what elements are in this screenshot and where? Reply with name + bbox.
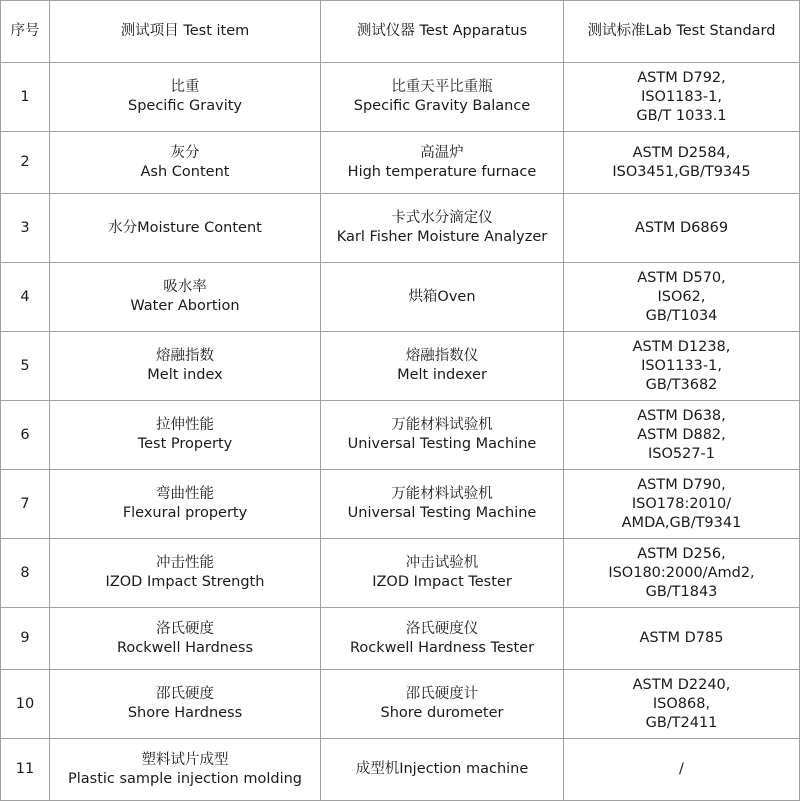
- table-row: [1, 332, 800, 401]
- row-number: 9: [1, 608, 50, 670]
- item-line: 冲击性能: [156, 555, 214, 571]
- cell-item: [50, 401, 321, 470]
- item-line: Shore Hardness: [127, 705, 243, 721]
- standard-line: GB/T2411: [645, 714, 718, 731]
- item-line: 灰分: [170, 144, 200, 161]
- standard-line: ASTM D570,: [637, 269, 726, 286]
- apparatus-line: Rockwell Hardness Tester: [349, 639, 535, 656]
- cell-apparatus: [321, 539, 564, 608]
- apparatus-line: 万能材料试验机: [391, 417, 493, 433]
- apparatus-line: High temperature furnace: [347, 163, 537, 180]
- item-line: Ash Content: [140, 163, 230, 180]
- apparatus-line: Universal Testing Machine: [347, 436, 537, 452]
- apparatus-line: 烘箱Oven: [408, 288, 476, 305]
- standard-line: ISO62,: [657, 288, 706, 305]
- cell-item: [50, 332, 321, 401]
- cell-item: [50, 739, 321, 801]
- row-number: 6: [1, 401, 50, 470]
- standard-line: ISO1133-1,: [641, 357, 722, 374]
- cell-standard: [564, 539, 800, 608]
- cell-apparatus: [321, 263, 564, 332]
- table-row: [1, 263, 800, 332]
- apparatus-line: 高温炉: [420, 144, 464, 161]
- table-row: [1, 470, 800, 539]
- table-row: [1, 63, 800, 132]
- header-row: [1, 1, 800, 63]
- standard-line: ASTM D882,: [637, 426, 726, 443]
- row-number: 3: [1, 194, 50, 263]
- cell-item: [50, 63, 321, 132]
- cell-item: [50, 263, 321, 332]
- apparatus-line: 卡式水分滴定仪: [391, 210, 493, 226]
- cell-standard: [564, 63, 800, 132]
- apparatus-line: 熔融指数仪: [405, 348, 479, 364]
- standard-line: ISO3451,GB/T9345: [612, 163, 751, 180]
- standard-line: ASTM D792,: [637, 69, 726, 86]
- standard-line: ASTM D1238,: [632, 338, 731, 355]
- item-line: Test Property: [137, 436, 233, 452]
- cell-standard: [564, 739, 800, 801]
- item-line: 邵氏硬度: [156, 686, 214, 702]
- header-apparatus: 测试仪器 Test Apparatus: [321, 1, 564, 63]
- table-row: [1, 194, 800, 263]
- standard-line: ISO527-1: [647, 445, 716, 462]
- row-number: 10: [1, 670, 50, 739]
- item-line: 塑料试片成型: [141, 751, 229, 768]
- cell-apparatus: [321, 132, 564, 194]
- header-test-item: 测试项目 Test item: [50, 1, 321, 63]
- row-number: 5: [1, 332, 50, 401]
- cell-standard: [564, 470, 800, 539]
- item-line: Melt index: [147, 367, 223, 383]
- standard-line: ASTM D638,: [637, 407, 726, 424]
- cell-apparatus: [321, 608, 564, 670]
- apparatus-line: 比重天平比重瓶: [391, 79, 493, 95]
- standard-line: ISO178:2010/: [631, 495, 732, 512]
- header-standard: 测试标准Lab Test Standard: [564, 1, 800, 63]
- standard-line: /: [679, 761, 684, 777]
- row-number: 2: [1, 132, 50, 194]
- table-row: [1, 539, 800, 608]
- cell-apparatus: [321, 63, 564, 132]
- table-row: [1, 739, 800, 801]
- cell-item: [50, 608, 321, 670]
- row-number: 7: [1, 470, 50, 539]
- apparatus-line: Melt indexer: [397, 367, 487, 383]
- apparatus-line: Universal Testing Machine: [347, 505, 537, 521]
- standard-line: ASTM D785: [639, 630, 724, 646]
- standard-line: ASTM D256,: [637, 545, 726, 562]
- item-line: 洛氏硬度: [156, 620, 214, 637]
- item-line: 熔融指数: [156, 348, 214, 364]
- cell-apparatus: [321, 739, 564, 801]
- cell-item: [50, 670, 321, 739]
- cell-standard: [564, 608, 800, 670]
- cell-item: [50, 539, 321, 608]
- table-row: [1, 608, 800, 670]
- row-number: 8: [1, 539, 50, 608]
- item-line: Rockwell Hardness: [116, 639, 254, 656]
- cell-apparatus: [321, 470, 564, 539]
- standard-line: ISO180:2000/Amd2,: [608, 564, 755, 581]
- cell-item: [50, 132, 321, 194]
- cell-standard: [564, 670, 800, 739]
- item-line: Flexural property: [122, 505, 248, 521]
- standard-line: ISO868,: [652, 695, 711, 712]
- apparatus-line: Karl Fisher Moisture Analyzer: [336, 229, 548, 245]
- cell-apparatus: [321, 194, 564, 263]
- table-row: [1, 132, 800, 194]
- apparatus-line: 冲击试验机: [405, 555, 479, 571]
- cell-apparatus: [321, 332, 564, 401]
- standard-line: GB/T1034: [645, 307, 718, 324]
- apparatus-line: 成型机Injection machine: [355, 761, 529, 777]
- standard-line: GB/T3682: [645, 376, 718, 393]
- cell-standard: [564, 263, 800, 332]
- apparatus-line: 万能材料试验机: [391, 486, 493, 502]
- standard-line: ASTM D2584,: [632, 144, 731, 161]
- standard-line: AMDA,GB/T9341: [621, 514, 742, 531]
- row-number: 1: [1, 63, 50, 132]
- cell-standard: [564, 194, 800, 263]
- cell-apparatus: [321, 401, 564, 470]
- apparatus-line: Shore durometer: [380, 705, 504, 721]
- cell-apparatus: [321, 670, 564, 739]
- item-line: 比重: [170, 79, 200, 95]
- standard-line: GB/T 1033.1: [636, 107, 727, 124]
- standard-line: ASTM D6869: [634, 219, 729, 236]
- standard-line: GB/T1843: [645, 583, 718, 600]
- item-line: Plastic sample injection molding: [67, 770, 302, 787]
- cell-standard: [564, 401, 800, 470]
- item-line: Specific Gravity: [127, 98, 242, 114]
- cell-item: [50, 194, 321, 263]
- standard-line: ISO1183-1,: [641, 88, 722, 105]
- apparatus-line: 邵氏硬度计: [405, 686, 479, 702]
- item-line: 吸水率: [163, 279, 207, 295]
- item-line: 弯曲性能: [156, 486, 214, 502]
- standard-line: ASTM D2240,: [632, 676, 731, 693]
- table-row: [1, 670, 800, 739]
- item-line: Water Abortion: [130, 298, 240, 314]
- apparatus-line: 洛氏硬度仪: [405, 620, 479, 637]
- row-number: 4: [1, 263, 50, 332]
- item-line: 水分Moisture Content: [108, 219, 262, 236]
- apparatus-line: IZOD Impact Tester: [372, 574, 512, 590]
- cell-standard: [564, 332, 800, 401]
- header-no: 序号: [1, 1, 50, 63]
- row-number: 11: [1, 739, 50, 801]
- item-line: IZOD Impact Strength: [105, 574, 265, 590]
- item-line: 拉伸性能: [156, 417, 214, 433]
- apparatus-line: Specific Gravity Balance: [353, 98, 531, 114]
- table-body: [1, 63, 800, 801]
- standard-line: ASTM D790,: [637, 476, 726, 493]
- table-row: [1, 401, 800, 470]
- cell-item: [50, 470, 321, 539]
- cell-standard: [564, 132, 800, 194]
